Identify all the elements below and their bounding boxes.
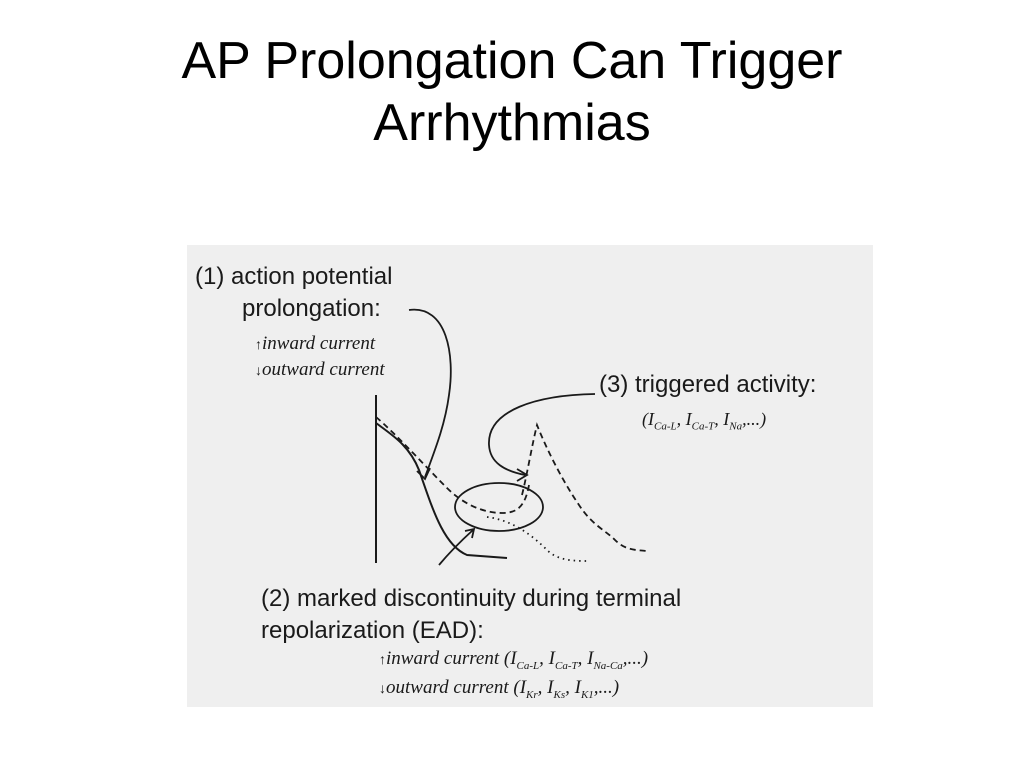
ap-dotted-repolarization (487, 517, 587, 561)
slide-title-line-1: AP Prolongation Can Trigger (181, 32, 843, 90)
label2-line1: (2) marked discontinuity during terminal (261, 585, 682, 612)
triggered-activity-trace (522, 425, 647, 551)
down-arrow-icon: ↓ (255, 364, 262, 379)
arrow-label3 (489, 394, 595, 475)
ap-normal-trace (376, 423, 507, 558)
label2-inward-text: inward current (I (386, 648, 517, 669)
slide-title-line-2: Arrhythmias (373, 94, 651, 152)
label1-line1: (1) action potential (195, 263, 393, 290)
label1-inward (255, 333, 375, 355)
label2-inward: ↑inward current ($I_{Ca-L}$, $I_{Ca-T}$, $I_{Na-Ca}$,...) (379, 648, 649, 672)
scanned-diagram (187, 245, 873, 707)
up-arrow-icon: ↑ (379, 653, 386, 668)
label2-outward-text: outward current (I (386, 677, 527, 698)
ap-prolonged-trace (376, 417, 529, 513)
label3-currents-open: (I (642, 409, 654, 429)
label1-outward-text: outward current (262, 359, 385, 380)
label3-line1: (3) triggered activity: (599, 371, 817, 398)
label1-line2: prolongation: (242, 295, 381, 322)
down-arrow-icon: ↓ (379, 682, 386, 697)
label2-outward: ↓outward current ($I_{Kr}$, $I_{Ks}$, $I_{K1}$,...) (379, 677, 620, 701)
slide-title (0, 30, 1024, 154)
label2-line2: repolarization (EAD): (261, 617, 484, 644)
up-arrow-icon: ↑ (255, 338, 262, 353)
label3-currents: ($I_{Ca-L}$, $I_{Ca-T}$, $I_{Na}$,...) (642, 409, 767, 433)
label1-inward-text: inward current (262, 333, 376, 354)
arrow-label1 (409, 310, 451, 477)
ead-circle (455, 483, 543, 531)
arrow-label2 (439, 530, 473, 565)
label1-outward (255, 359, 385, 381)
